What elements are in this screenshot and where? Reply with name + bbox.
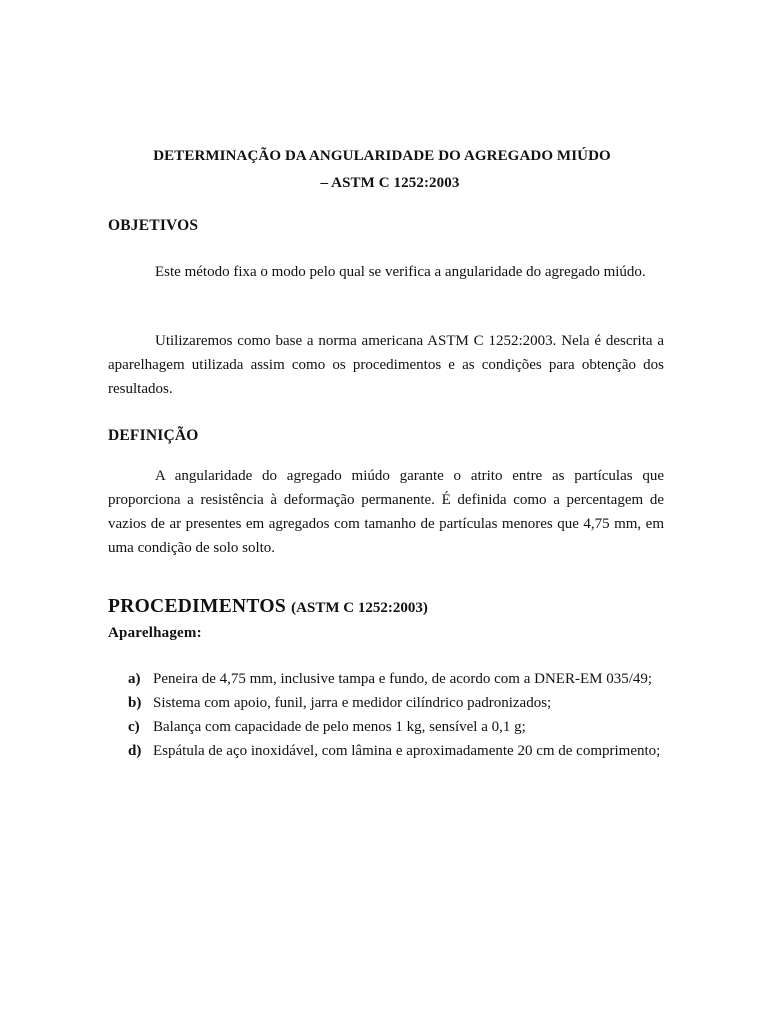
list-item-marker: b) (128, 695, 142, 711)
document-title: DETERMINAÇÃO DA ANGULARIDADE DO AGREGADO MIÚDO (153, 148, 611, 164)
heading-definicao: DEFINIÇÃO (108, 427, 199, 444)
paragraph-objetivos-1: Este método fixa o modo pelo qual se verifica a angularidade do agregado miúdo. (155, 264, 646, 280)
paragraph-definicao: A angularidade do agregado miúdo garante o atrito entre as partículas que proporciona a resistência à deformação permanente. É definida como a percentagem de vazios de ar presentes em agregados com tamanho de partículas menores que 4,75 mm, em uma condição de solo solto. (108, 468, 664, 556)
list-item (108, 739, 664, 763)
heading-procedimentos-main: PROCEDIMENTOS (108, 596, 286, 617)
paragraph-objetivos-2: Utilizaremos como base a norma americana ASTM C 1252:2003. Nela é descrita a aparelhagem utilizada assim como os procedimentos e as condições para obtenção dos resultados. (108, 333, 664, 397)
heading-procedimentos-standard: (ASTM C 1252:2003) (291, 600, 428, 616)
heading-procedimentos (108, 596, 428, 618)
list-item (108, 667, 664, 691)
heading-objetivos: OBJETIVOS (108, 217, 199, 234)
subheading-aparelhagem: Aparelhagem: (108, 625, 202, 641)
document-title-standard: – ASTM C 1252:2003 (320, 175, 460, 191)
list-item-text: Balança com capacidade de pelo menos 1 kg, sensível a 0,1 g; (153, 719, 526, 735)
list-item-marker: c) (128, 719, 140, 735)
list-item (108, 691, 664, 715)
list-item-marker: d) (128, 743, 142, 759)
list-item-marker: a) (128, 671, 141, 687)
list-item-text: Sistema com apoio, funil, jarra e medidor cilíndrico padronizados; (153, 695, 552, 711)
apparatus-list (108, 667, 664, 763)
list-item-text: Espátula de aço inoxidável, com lâmina e aproximadamente 20 cm de comprimento; (153, 743, 661, 759)
list-item-text: Peneira de 4,75 mm, inclusive tampa e fundo, de acordo com a DNER-EM 035/49; (153, 671, 653, 687)
list-item (108, 715, 664, 739)
